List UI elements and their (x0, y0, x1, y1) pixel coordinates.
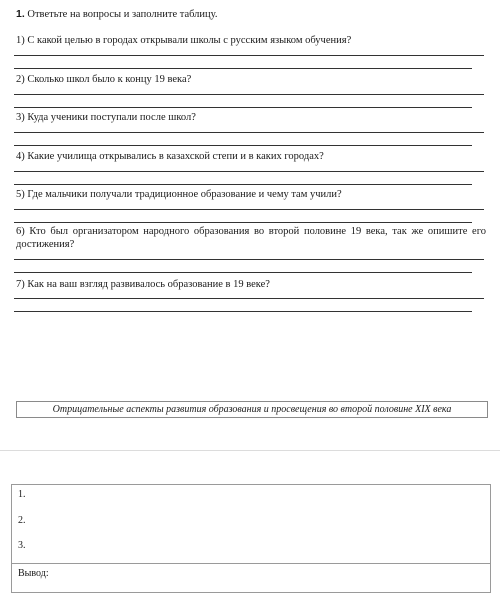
question-3 (16, 111, 486, 124)
aspects-list-box (11, 484, 491, 593)
conclusion-row[interactable] (12, 563, 490, 579)
question-4-text: 4) Какие училища открывались в казахской степи и в каких городах? (16, 151, 324, 162)
question-6-text: 6) Кто был организатором народного образования во второй половине 19 века, так же опишите его достижения? (16, 226, 486, 250)
list-item-3[interactable]: 3. (18, 540, 26, 551)
answer-line-4b[interactable] (14, 184, 472, 185)
question-7-text: 7) Как на ваш взгляд развивалось образование в 19 веке? (16, 279, 270, 290)
answer-line-1a[interactable] (14, 55, 484, 56)
answer-line-7a[interactable] (14, 298, 484, 299)
answer-line-2a[interactable] (14, 94, 484, 95)
question-3-text: 3) Куда ученики поступали после школ? (16, 112, 196, 123)
question-7 (16, 278, 486, 291)
task-number: 1. (16, 8, 25, 20)
question-6 (16, 225, 486, 251)
question-1 (16, 34, 486, 47)
question-5-text: 5) Где мальчики получали традиционное образование и чему там учили? (16, 189, 342, 200)
answer-line-5a[interactable] (14, 209, 484, 210)
question-2 (16, 73, 486, 86)
task-instruction: Ответьте на вопросы и заполните таблицу. (27, 9, 218, 20)
question-2-text: 2) Сколько школ было к концу 19 века? (16, 74, 192, 85)
answer-line-2b[interactable] (14, 107, 472, 108)
answer-line-3b[interactable] (14, 145, 472, 146)
question-4 (16, 150, 486, 163)
question-5 (16, 188, 486, 201)
task-heading (16, 8, 218, 21)
question-1-text: 1) С какой целью в городах открывали школы с русским языком обучения? (16, 35, 352, 46)
list-item-1[interactable]: 1. (18, 489, 26, 500)
answer-line-5b[interactable] (14, 222, 472, 223)
aspects-table-title: Отрицательные аспекты развития образования и просвещения во второй половине XIX века (52, 404, 452, 415)
answer-line-6b[interactable] (14, 272, 472, 273)
aspects-table-header (16, 401, 488, 418)
answer-line-7b[interactable] (14, 311, 472, 312)
answer-line-6a[interactable] (14, 259, 484, 260)
answer-line-1b[interactable] (14, 68, 472, 69)
conclusion-label: Вывод: (18, 568, 49, 579)
answer-line-3a[interactable] (14, 132, 484, 133)
list-item-2[interactable]: 2. (18, 515, 26, 526)
answer-line-4a[interactable] (14, 171, 484, 172)
section-divider (0, 450, 500, 451)
